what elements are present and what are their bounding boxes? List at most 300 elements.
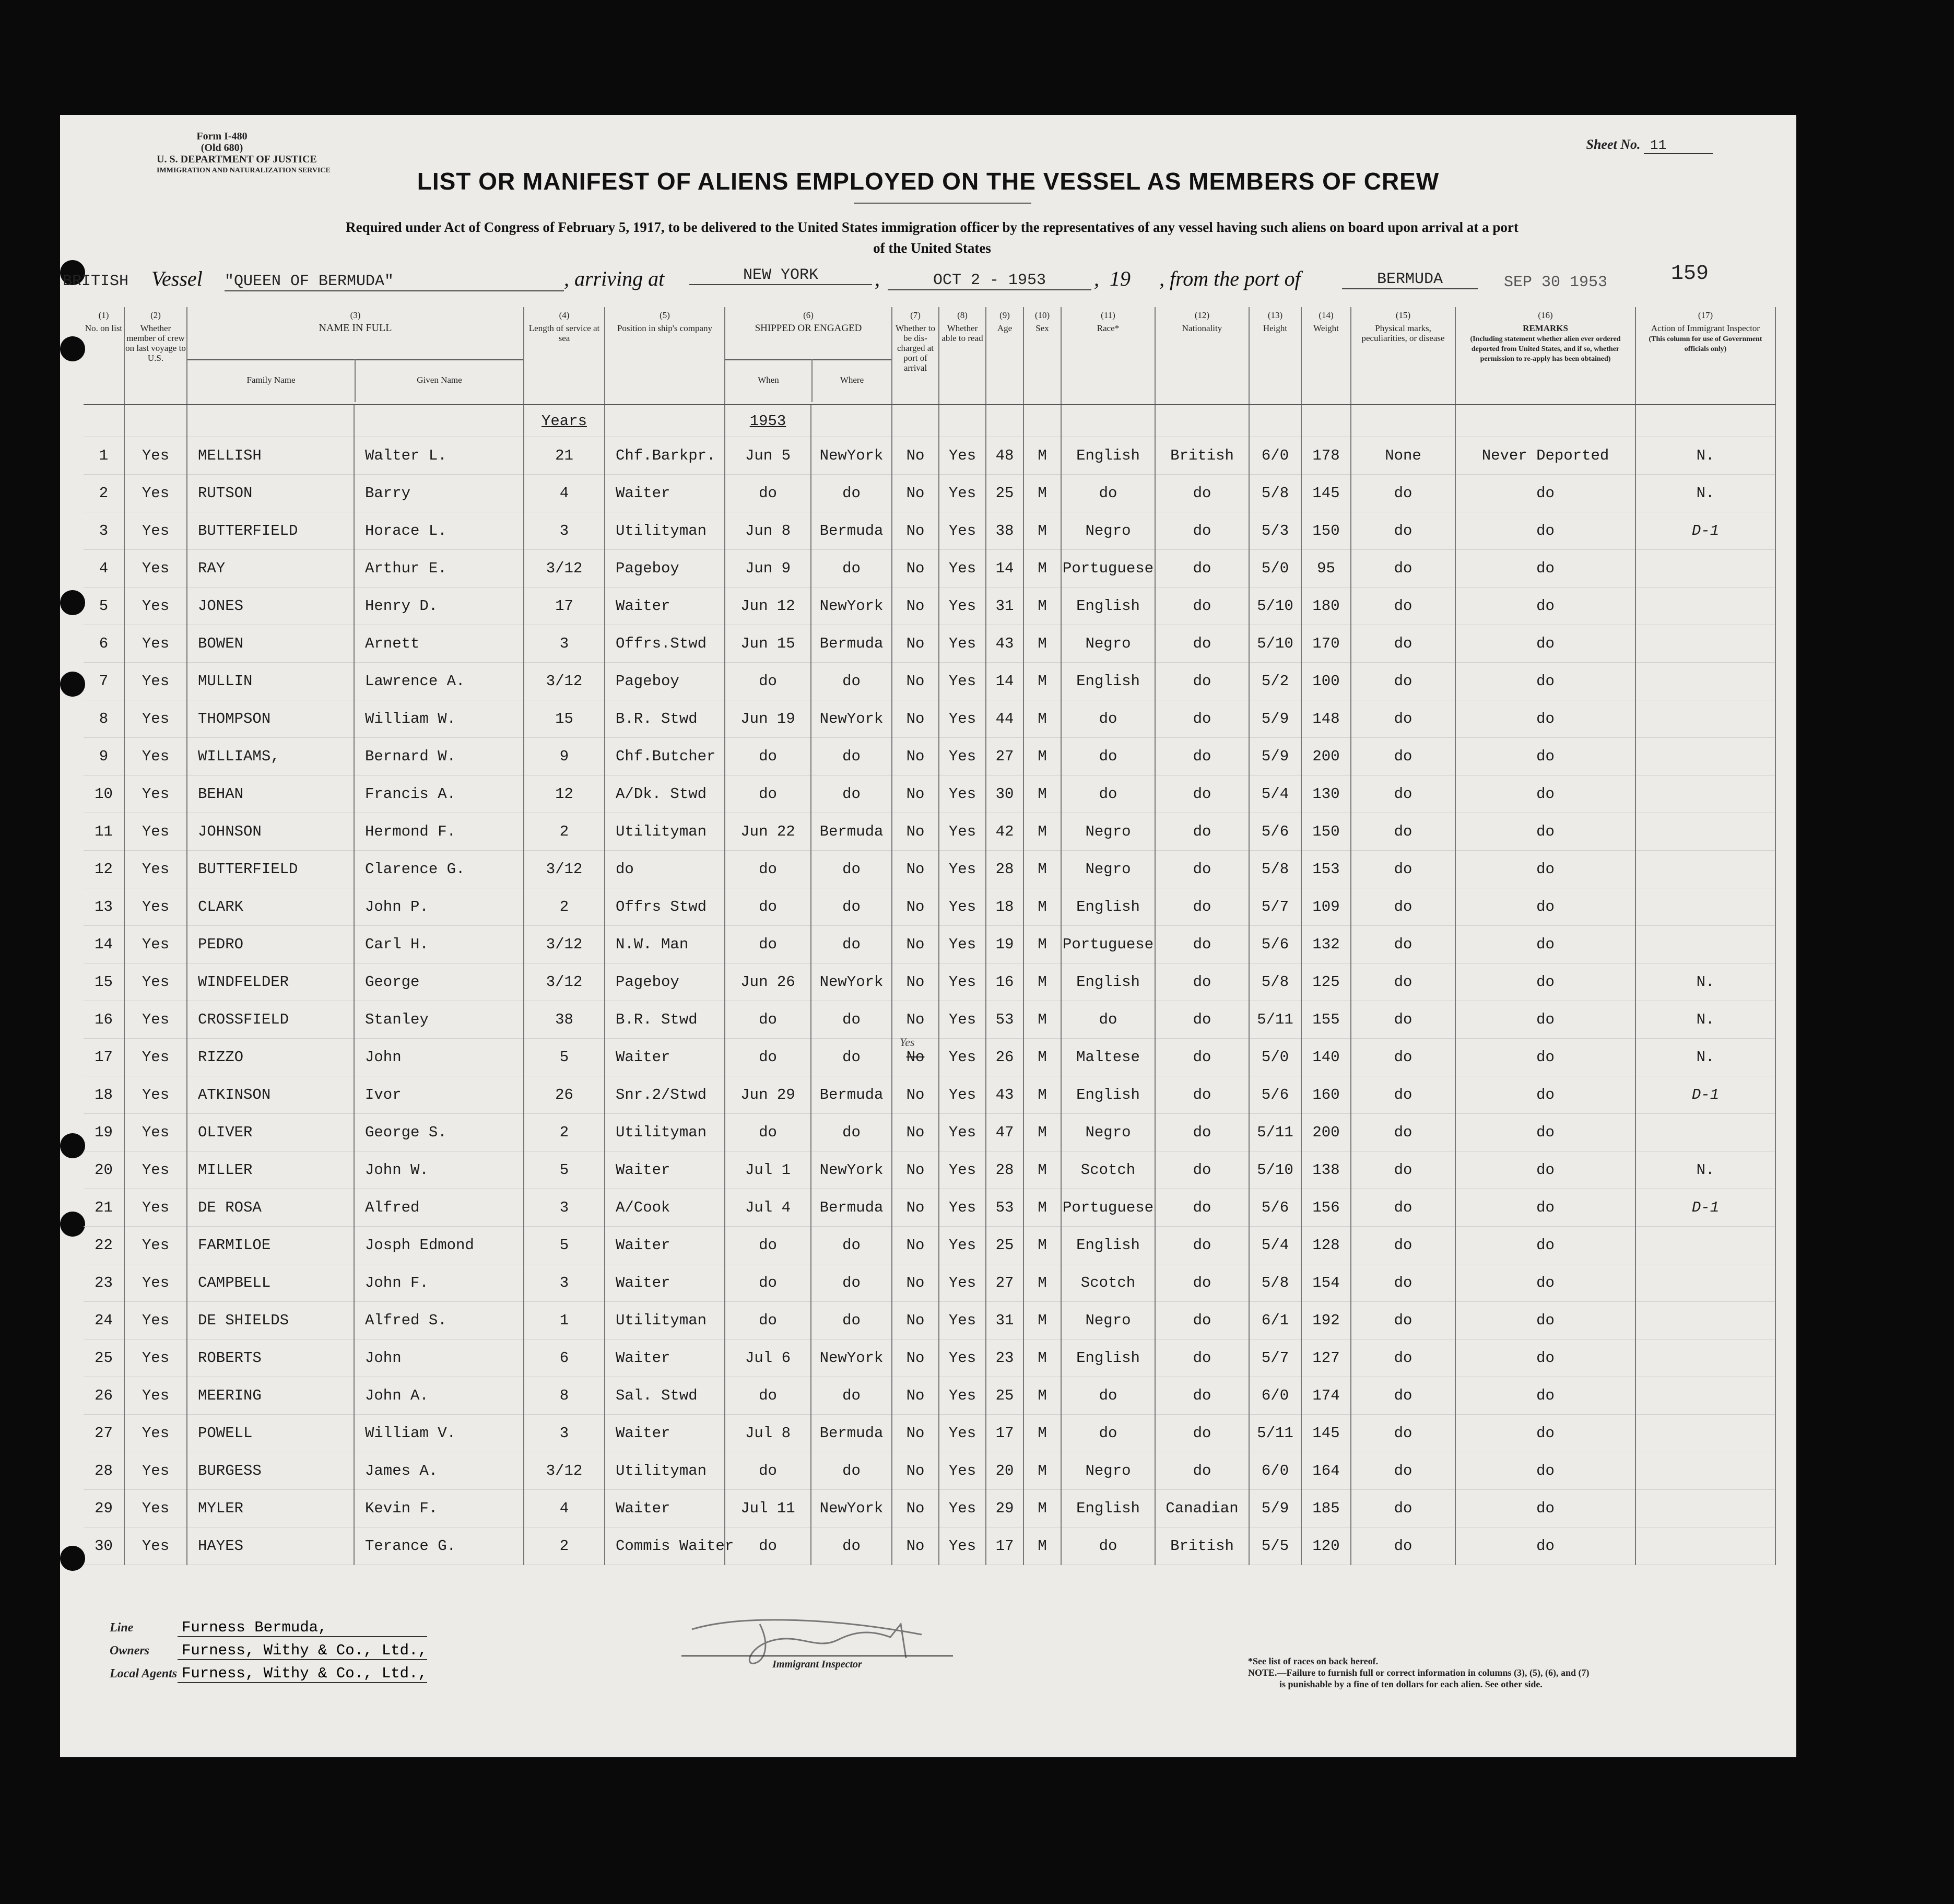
vessel-name: "QUEEN OF BERMUDA" xyxy=(225,273,564,291)
sex-cell: M xyxy=(1023,1076,1061,1114)
given-name-cell: Bernard W. xyxy=(354,738,524,775)
race-cell: do xyxy=(1061,1415,1155,1452)
row-number-cell: 28 xyxy=(84,1452,124,1490)
inspector-signature: Immigrant Inspector xyxy=(681,1608,953,1666)
row-number-cell: 2 xyxy=(84,475,124,512)
able-to-read-cell: Yes xyxy=(939,1189,986,1227)
age-cell: 18 xyxy=(986,888,1023,926)
col-discharged-header: (7) Whether to be dis-charged at port of arrival xyxy=(892,307,939,405)
physical-marks-cell: do xyxy=(1351,1076,1455,1114)
weight-cell: 128 xyxy=(1301,1227,1351,1264)
position-cell: Snr.2/Stwd xyxy=(605,1076,725,1114)
row-number-cell: 20 xyxy=(84,1151,124,1189)
to-be-discharged-cell: No xyxy=(892,1452,939,1490)
age-cell: 30 xyxy=(986,775,1023,813)
able-to-read-cell: Yes xyxy=(939,1151,986,1189)
remarks-cell: do xyxy=(1455,700,1635,738)
crew-manifest-table xyxy=(84,307,1776,1565)
shipped-where-cell: do xyxy=(811,1527,892,1565)
weight-cell: 174 xyxy=(1301,1377,1351,1415)
height-cell: 6/0 xyxy=(1249,1452,1301,1490)
service-length-cell: 3/12 xyxy=(524,851,605,888)
weight-cell: 156 xyxy=(1301,1189,1351,1227)
nationality-cell: British xyxy=(1155,1527,1249,1565)
height-cell: 5/4 xyxy=(1249,1227,1301,1264)
shipped-where-cell: do xyxy=(811,663,892,700)
family-name-cell: BEHAN xyxy=(187,775,354,813)
age-cell: 43 xyxy=(986,625,1023,663)
able-to-read-cell: Yes xyxy=(939,475,986,512)
punch-hole xyxy=(60,590,85,615)
able-to-read-cell: Yes xyxy=(939,1227,986,1264)
row-number-cell: 11 xyxy=(84,813,124,851)
footer-line: Line Furness Bermuda, xyxy=(110,1619,427,1642)
row-number-cell: 7 xyxy=(84,663,124,700)
crew-member-status-cell: Yes xyxy=(124,1001,187,1039)
shipped-where-cell: NewYork xyxy=(811,1339,892,1377)
row-number-cell: 29 xyxy=(84,1490,124,1527)
family-name-cell: RAY xyxy=(187,550,354,587)
height-cell: 5/6 xyxy=(1249,813,1301,851)
physical-marks-cell: do xyxy=(1351,475,1455,512)
position-cell: Pageboy xyxy=(605,663,725,700)
nationality-cell: do xyxy=(1155,475,1249,512)
col-action-header: (17) Action of Immigrant Inspector (This column for use of Government officials only) xyxy=(1635,307,1775,405)
able-to-read-cell: Yes xyxy=(939,1490,986,1527)
table-row xyxy=(84,1264,1775,1302)
weight-cell: 95 xyxy=(1301,550,1351,587)
sex-cell: M xyxy=(1023,700,1061,738)
race-cell: do xyxy=(1061,1377,1155,1415)
service-length-cell: 21 xyxy=(524,437,605,475)
to-be-discharged-cell: No xyxy=(892,926,939,963)
col-nationality-header: (12) Nationality xyxy=(1155,307,1249,405)
table-row xyxy=(84,1189,1775,1227)
height-cell: 5/8 xyxy=(1249,1264,1301,1302)
age-cell: 48 xyxy=(986,437,1023,475)
nationality-cell: do xyxy=(1155,1039,1249,1076)
family-name-cell: CLARK xyxy=(187,888,354,926)
nationality-cell: do xyxy=(1155,1114,1249,1151)
table-row xyxy=(84,1452,1775,1490)
sex-cell: M xyxy=(1023,963,1061,1001)
able-to-read-cell: Yes xyxy=(939,851,986,888)
remarks-cell: do xyxy=(1455,926,1635,963)
shipped-where-cell: do xyxy=(811,475,892,512)
age-cell: 53 xyxy=(986,1189,1023,1227)
able-to-read-cell: Yes xyxy=(939,1415,986,1452)
physical-marks-cell: do xyxy=(1351,700,1455,738)
shipped-when-cell: Jul 11 xyxy=(725,1490,811,1527)
crew-member-status-cell: Yes xyxy=(124,437,187,475)
given-name-cell: John W. xyxy=(354,1151,524,1189)
remarks-cell: do xyxy=(1455,1227,1635,1264)
physical-marks-cell: do xyxy=(1351,1377,1455,1415)
manifest-sheet xyxy=(60,115,1796,1757)
given-name-cell: William V. xyxy=(354,1415,524,1452)
row-number-cell: 25 xyxy=(84,1339,124,1377)
inspector-action-cell: N. xyxy=(1635,1039,1775,1076)
shipped-when-cell: do xyxy=(725,475,811,512)
position-cell: Waiter xyxy=(605,1039,725,1076)
table-row xyxy=(84,700,1775,738)
given-name-cell: John P. xyxy=(354,888,524,926)
row-number-cell: 3 xyxy=(84,512,124,550)
shipped-when-cell: do xyxy=(725,888,811,926)
able-to-read-cell: Yes xyxy=(939,775,986,813)
height-cell: 5/8 xyxy=(1249,963,1301,1001)
remarks-cell: do xyxy=(1455,512,1635,550)
units-row: Years 1953 xyxy=(84,405,1775,437)
service-length-cell: 5 xyxy=(524,1039,605,1076)
service-length-cell: 3/12 xyxy=(524,926,605,963)
col-physical-header: (15) Physical marks, peculiarities, or disease xyxy=(1351,307,1455,405)
punch-hole xyxy=(60,1546,85,1571)
family-name-cell: CAMPBELL xyxy=(187,1264,354,1302)
shipped-when-cell: Jun 12 xyxy=(725,587,811,625)
able-to-read-cell: Yes xyxy=(939,888,986,926)
given-name-cell: Barry xyxy=(354,475,524,512)
shipped-when-cell: Jun 15 xyxy=(725,625,811,663)
row-number-cell: 23 xyxy=(84,1264,124,1302)
crew-member-status-cell: Yes xyxy=(124,963,187,1001)
family-name-cell: MILLER xyxy=(187,1151,354,1189)
table-row xyxy=(84,1001,1775,1039)
footer-agents: Local Agents Furness, Withy & Co., Ltd., xyxy=(110,1665,427,1682)
shipped-when-cell: do xyxy=(725,1039,811,1076)
weight-cell: 109 xyxy=(1301,888,1351,926)
table-row xyxy=(84,1302,1775,1339)
position-cell: B.R. Stwd xyxy=(605,1001,725,1039)
remarks-cell: do xyxy=(1455,1339,1635,1377)
shipped-where-cell: do xyxy=(811,775,892,813)
nationality-cell: do xyxy=(1155,700,1249,738)
sex-cell: M xyxy=(1023,1490,1061,1527)
table-row xyxy=(84,926,1775,963)
position-cell: Utilityman xyxy=(605,1452,725,1490)
service-length-cell: 2 xyxy=(524,1114,605,1151)
shipped-when-cell: do xyxy=(725,1377,811,1415)
weight-cell: 200 xyxy=(1301,738,1351,775)
position-cell: Chf.Barkpr. xyxy=(605,437,725,475)
family-name-cell: BUTTERFIELD xyxy=(187,512,354,550)
to-be-discharged-cell: No xyxy=(892,775,939,813)
to-be-discharged-cell: No xyxy=(892,663,939,700)
physical-marks-cell: do xyxy=(1351,851,1455,888)
given-name-cell: Arthur E. xyxy=(354,550,524,587)
row-number-cell: 6 xyxy=(84,625,124,663)
to-be-discharged-cell: No xyxy=(892,625,939,663)
shipped-when-cell: do xyxy=(725,851,811,888)
physical-marks-cell: do xyxy=(1351,1415,1455,1452)
given-name-cell: George S. xyxy=(354,1114,524,1151)
crew-member-status-cell: Yes xyxy=(124,1264,187,1302)
row-number-cell: 16 xyxy=(84,1001,124,1039)
family-name-cell: DE ROSA xyxy=(187,1189,354,1227)
sex-cell: M xyxy=(1023,512,1061,550)
given-name-cell: John xyxy=(354,1339,524,1377)
remarks-cell: do xyxy=(1455,550,1635,587)
sex-cell: M xyxy=(1023,1339,1061,1377)
shipped-when-cell: Jun 19 xyxy=(725,700,811,738)
table-row xyxy=(84,475,1775,512)
shipped-where-cell: Bermuda xyxy=(811,1189,892,1227)
page-subtitle: Required under Act of Congress of February 5, 1917, to be delivered to the United States immigration officer by the representatives of any vessel having such aliens on board upon arrival at a port of the United States xyxy=(346,219,1519,256)
crew-member-status-cell: Yes xyxy=(124,1302,187,1339)
row-number-cell: 8 xyxy=(84,700,124,738)
position-cell: Waiter xyxy=(605,475,725,512)
handwritten-correction: Yes xyxy=(900,1036,915,1049)
height-cell: 5/6 xyxy=(1249,1076,1301,1114)
race-cell: Negro xyxy=(1061,851,1155,888)
table-row xyxy=(84,625,1775,663)
age-cell: 31 xyxy=(986,1302,1023,1339)
inspector-action-cell xyxy=(1635,775,1775,813)
physical-marks-cell: do xyxy=(1351,1264,1455,1302)
from-label: , from the port of xyxy=(1159,267,1301,290)
shipped-when-cell: Jul 6 xyxy=(725,1339,811,1377)
shipped-when-header: When xyxy=(758,375,779,385)
punch-hole xyxy=(60,672,85,697)
able-to-read-cell: Yes xyxy=(939,963,986,1001)
crew-member-status-cell: Yes xyxy=(124,1189,187,1227)
inspector-action-cell: N. xyxy=(1635,1001,1775,1039)
crew-member-status-cell: Yes xyxy=(124,587,187,625)
inspector-action-cell: D-1 xyxy=(1635,1189,1775,1227)
service-length-cell: 3 xyxy=(524,1264,605,1302)
inspector-action-cell xyxy=(1635,587,1775,625)
given-name-cell: Francis A. xyxy=(354,775,524,813)
remarks-cell: do xyxy=(1455,1415,1635,1452)
given-name-cell: John xyxy=(354,1039,524,1076)
to-be-discharged-cell: No xyxy=(892,1001,939,1039)
weight-cell: 127 xyxy=(1301,1339,1351,1377)
to-be-discharged-cell: No xyxy=(892,1264,939,1302)
title-rule xyxy=(854,203,1031,204)
nationality-cell: do xyxy=(1155,926,1249,963)
page-number: 159 xyxy=(1671,262,1709,286)
able-to-read-cell: Yes xyxy=(939,738,986,775)
nationality-cell: do xyxy=(1155,1151,1249,1189)
physical-marks-cell: do xyxy=(1351,625,1455,663)
crew-member-status-cell: Yes xyxy=(124,1452,187,1490)
height-cell: 5/7 xyxy=(1249,888,1301,926)
age-cell: 26 xyxy=(986,1039,1023,1076)
footer-block xyxy=(110,1619,427,1688)
row-number-cell: 27 xyxy=(84,1415,124,1452)
inspector-action-cell xyxy=(1635,813,1775,851)
nationality-cell: do xyxy=(1155,1227,1249,1264)
height-cell: 5/10 xyxy=(1249,1151,1301,1189)
position-cell: Utilityman xyxy=(605,813,725,851)
race-cell: Negro xyxy=(1061,813,1155,851)
height-cell: 5/8 xyxy=(1249,475,1301,512)
service-length-cell: 3/12 xyxy=(524,963,605,1001)
row-number-cell: 30 xyxy=(84,1527,124,1565)
position-cell: Commis Waiter xyxy=(605,1527,725,1565)
family-name-cell: OLIVER xyxy=(187,1114,354,1151)
position-cell: N.W. Man xyxy=(605,926,725,963)
age-cell: 43 xyxy=(986,1076,1023,1114)
age-cell: 19 xyxy=(986,926,1023,963)
age-cell: 25 xyxy=(986,1227,1023,1264)
family-name-cell: POWELL xyxy=(187,1415,354,1452)
inspector-action-cell xyxy=(1635,625,1775,663)
able-to-read-cell: Yes xyxy=(939,437,986,475)
punch-hole xyxy=(60,1212,85,1237)
shipped-where-cell: Bermuda xyxy=(811,813,892,851)
shipped-when-cell: do xyxy=(725,1227,811,1264)
shipped-where-cell: Bermuda xyxy=(811,512,892,550)
to-be-discharged-cell: No xyxy=(892,1339,939,1377)
table-row xyxy=(84,1039,1775,1076)
age-cell: 17 xyxy=(986,1415,1023,1452)
inspector-action-cell xyxy=(1635,550,1775,587)
nationality-cell: do xyxy=(1155,1415,1249,1452)
given-name-cell: Walter L. xyxy=(354,437,524,475)
remarks-cell: do xyxy=(1455,1490,1635,1527)
inspector-action-cell xyxy=(1635,663,1775,700)
race-cell: English xyxy=(1061,963,1155,1001)
physical-marks-cell: do xyxy=(1351,512,1455,550)
sex-cell: M xyxy=(1023,1527,1061,1565)
given-name-cell: John F. xyxy=(354,1264,524,1302)
service-length-cell: 38 xyxy=(524,1001,605,1039)
sex-cell: M xyxy=(1023,1377,1061,1415)
crew-member-status-cell: Yes xyxy=(124,700,187,738)
physical-marks-cell: do xyxy=(1351,738,1455,775)
shipped-when-cell: do xyxy=(725,775,811,813)
to-be-discharged-cell: No xyxy=(892,1490,939,1527)
col-service-header: (4) Length of service at sea xyxy=(524,307,605,405)
crew-member-status-cell: Yes xyxy=(124,888,187,926)
nationality-cell: do xyxy=(1155,1302,1249,1339)
service-length-cell: 3 xyxy=(524,1189,605,1227)
height-cell: 5/11 xyxy=(1249,1001,1301,1039)
height-cell: 5/6 xyxy=(1249,1189,1301,1227)
nationality-cell: Canadian xyxy=(1155,1490,1249,1527)
row-number-cell: 1 xyxy=(84,437,124,475)
physical-marks-cell: do xyxy=(1351,663,1455,700)
position-cell: A/Dk. Stwd xyxy=(605,775,725,813)
physical-marks-cell: do xyxy=(1351,550,1455,587)
family-name-cell: MULLIN xyxy=(187,663,354,700)
table-row xyxy=(84,1114,1775,1151)
row-number-cell: 14 xyxy=(84,926,124,963)
inspector-action-cell xyxy=(1635,1302,1775,1339)
weight-cell: 160 xyxy=(1301,1076,1351,1114)
row-number-cell: 26 xyxy=(84,1377,124,1415)
weight-cell: 192 xyxy=(1301,1302,1351,1339)
shipped-when-cell: Jun 29 xyxy=(725,1076,811,1114)
remarks-cell: do xyxy=(1455,1001,1635,1039)
height-cell: 6/1 xyxy=(1249,1302,1301,1339)
age-cell: 31 xyxy=(986,587,1023,625)
row-number-cell: 22 xyxy=(84,1227,124,1264)
shipped-where-cell: Bermuda xyxy=(811,625,892,663)
shipped-when-cell: do xyxy=(725,1527,811,1565)
service-length-cell: 6 xyxy=(524,1339,605,1377)
service-length-cell: 3 xyxy=(524,512,605,550)
given-name-cell: Hermond F. xyxy=(354,813,524,851)
to-be-discharged-cell: No xyxy=(892,738,939,775)
shipped-when-cell: Jun 22 xyxy=(725,813,811,851)
service-length-cell: 4 xyxy=(524,1490,605,1527)
table-row xyxy=(84,1227,1775,1264)
inspector-action-cell xyxy=(1635,851,1775,888)
shipped-where-cell: do xyxy=(811,926,892,963)
age-cell: 42 xyxy=(986,813,1023,851)
shipped-when-cell: Jun 26 xyxy=(725,963,811,1001)
able-to-read-cell: Yes xyxy=(939,1527,986,1565)
physical-marks-cell: do xyxy=(1351,1452,1455,1490)
service-length-cell: 1 xyxy=(524,1302,605,1339)
service-length-cell: 17 xyxy=(524,587,605,625)
table-header xyxy=(84,307,1775,405)
inspector-action-cell: N. xyxy=(1635,963,1775,1001)
height-cell: 5/9 xyxy=(1249,1490,1301,1527)
row-number-cell: 19 xyxy=(84,1114,124,1151)
race-cell: do xyxy=(1061,475,1155,512)
col-shipped-header: (6) SHIPPED OR ENGAGED When Where xyxy=(725,307,892,405)
given-name-cell: James A. xyxy=(354,1452,524,1490)
race-cell: Portuguese xyxy=(1061,550,1155,587)
physical-marks-cell: None xyxy=(1351,437,1455,475)
shipped-when-cell: Jul 8 xyxy=(725,1415,811,1452)
to-be-discharged-cell: No xyxy=(892,1227,939,1264)
position-cell: Waiter xyxy=(605,1339,725,1377)
position-cell: Utilityman xyxy=(605,1302,725,1339)
given-name-cell: Henry D. xyxy=(354,587,524,625)
weight-cell: 150 xyxy=(1301,813,1351,851)
position-cell: Utilityman xyxy=(605,1114,725,1151)
race-cell: English xyxy=(1061,1227,1155,1264)
table-row xyxy=(84,1415,1775,1452)
shipped-when-cell: do xyxy=(725,1114,811,1151)
nationality-cell: do xyxy=(1155,738,1249,775)
sex-cell: M xyxy=(1023,1039,1061,1076)
row-number-cell: 13 xyxy=(84,888,124,926)
col-sex-header: (10) Sex xyxy=(1023,307,1061,405)
family-name-cell: WILLIAMS, xyxy=(187,738,354,775)
crew-member-status-cell: Yes xyxy=(124,1151,187,1189)
punch-hole xyxy=(60,1133,85,1158)
shipped-where-cell: do xyxy=(811,738,892,775)
table-row xyxy=(84,550,1775,587)
age-cell: 44 xyxy=(986,700,1023,738)
sex-cell: M xyxy=(1023,1302,1061,1339)
service-length-cell: 3/12 xyxy=(524,663,605,700)
family-name-cell: ROBERTS xyxy=(187,1339,354,1377)
able-to-read-cell: Yes xyxy=(939,1076,986,1114)
table-row xyxy=(84,1527,1775,1565)
race-cell: Portuguese xyxy=(1061,926,1155,963)
sex-cell: M xyxy=(1023,1227,1061,1264)
service-length-cell: 3 xyxy=(524,625,605,663)
given-name-cell: Alfred S. xyxy=(354,1302,524,1339)
physical-marks-cell: do xyxy=(1351,1302,1455,1339)
physical-marks-cell: do xyxy=(1351,1039,1455,1076)
inspector-action-cell xyxy=(1635,1490,1775,1527)
family-name-cell: THOMPSON xyxy=(187,700,354,738)
given-name-cell: William W. xyxy=(354,700,524,738)
to-be-discharged-cell: No xyxy=(892,550,939,587)
crew-member-status-cell: Yes xyxy=(124,775,187,813)
shipped-where-cell: do xyxy=(811,1001,892,1039)
crew-member-status-cell: Yes xyxy=(124,1377,187,1415)
crew-member-status-cell: Yes xyxy=(124,1339,187,1377)
remarks-cell: do xyxy=(1455,1452,1635,1490)
